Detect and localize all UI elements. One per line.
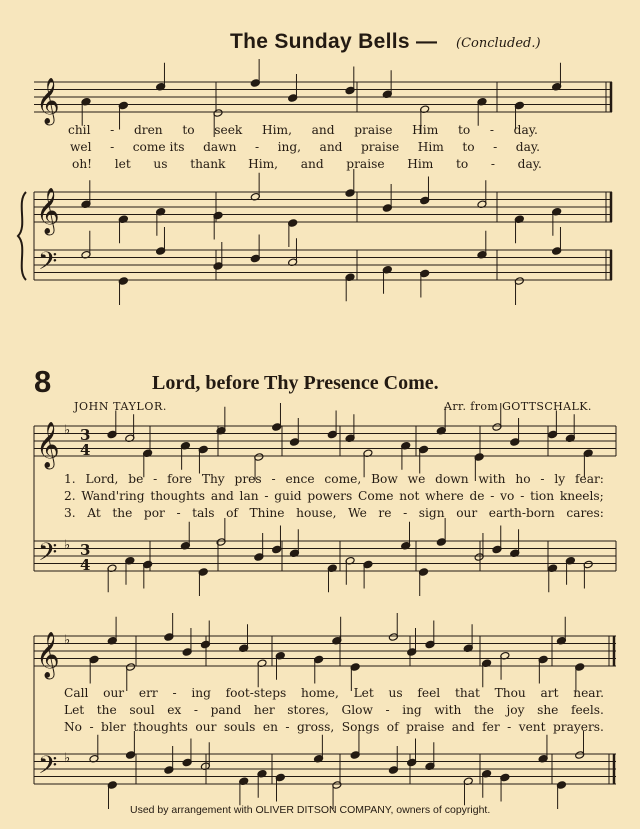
lyric-syllable: we: [407, 472, 426, 486]
lyric-syllable: art: [540, 686, 559, 700]
lyric-syllable: day.: [513, 123, 538, 137]
lyric-syllable: near.: [573, 686, 604, 700]
lyric-syllable: ing,: [277, 140, 302, 154]
lyric-syllable: wel: [70, 140, 92, 154]
lyric-syllable: dren: [133, 123, 163, 137]
lyric-syllable: down: [435, 472, 469, 486]
lyric-syllable: Him: [412, 123, 439, 137]
lyric-syllable: re: [378, 506, 392, 520]
lyric-syllable: -: [285, 720, 290, 734]
lyric-syllable: Him: [417, 140, 444, 154]
arranger-credit: Arr. from GOTTSCHALK.: [444, 400, 592, 413]
lyric-syllable: us: [153, 157, 168, 171]
lyric-syllable: fore: [167, 472, 192, 486]
lyric-line: [70, 140, 540, 154]
lyric-line: [64, 506, 604, 520]
lyric-line: [68, 123, 538, 137]
lyric-syllable: -: [490, 157, 495, 171]
flat-sign: ♭: [64, 538, 71, 553]
time-signature-bottom: 4: [80, 556, 91, 574]
lyric-syllable: vo: [500, 489, 515, 503]
bass-clef: 𝄢: [38, 247, 58, 282]
lyric-syllable: fer: [482, 720, 500, 734]
lyric-syllable: guid: [274, 489, 302, 503]
time-signature-top: 3: [80, 426, 91, 444]
lyric-syllable: of: [226, 506, 238, 520]
lyric-syllable: powers: [307, 489, 353, 503]
lyric-syllable: with: [478, 472, 506, 486]
lyric-syllable: -: [89, 720, 94, 734]
lyric-syllable: to: [182, 123, 195, 137]
lyric-syllable: to: [455, 157, 469, 171]
brace: [18, 192, 26, 280]
lyric-syllable: kneels;: [559, 489, 604, 503]
lyric-syllable: dawn: [203, 140, 237, 154]
lyric-syllable: where: [425, 489, 464, 503]
lyric-syllable: Wand'ring: [81, 489, 145, 503]
lyric-syllable: and: [451, 720, 475, 734]
lyric-syllable: come its: [132, 140, 185, 154]
lyric-line: [64, 472, 604, 486]
lyric-syllable: the: [96, 703, 117, 717]
lyric-syllable: tals: [192, 506, 215, 520]
lyric-syllable: We: [348, 506, 367, 520]
lyric-syllable: day.: [515, 140, 540, 154]
lyric-syllable: let: [114, 157, 131, 171]
lyric-syllable: -: [172, 686, 177, 700]
lyric-line: [64, 686, 604, 700]
lyric-syllable: vent: [518, 720, 546, 734]
lyric-syllable: house,: [296, 506, 337, 520]
lyric-syllable: -: [153, 472, 158, 486]
lyric-syllable: Let: [64, 703, 85, 717]
lyric-syllable: -: [490, 489, 495, 503]
lyric-syllable: de: [469, 489, 485, 503]
lyric-syllable: praise: [406, 720, 445, 734]
lyric-syllable: 1.: [64, 472, 76, 486]
lyric-syllable: -: [110, 123, 115, 137]
lyric-syllable: -: [193, 703, 198, 717]
lyric-syllable: Call: [64, 686, 89, 700]
lyric-syllable: prayers.: [552, 720, 604, 734]
lyric-syllable: praise: [346, 157, 385, 171]
lyric-syllable: por: [143, 506, 165, 520]
lyric-syllable: and: [319, 140, 343, 154]
lyric-syllable: Him: [407, 157, 434, 171]
lyric-syllable: -: [403, 506, 408, 520]
flat-sign: ♭: [64, 751, 71, 766]
lyric-syllable: thoughts: [133, 720, 188, 734]
time-signature-bottom: 4: [80, 441, 91, 459]
lyric-syllable: souls: [223, 720, 256, 734]
lyric-syllable: No: [64, 720, 83, 734]
lyric-syllable: lan: [239, 489, 259, 503]
lyric-syllable: pres: [234, 472, 262, 486]
flat-sign: ♭: [64, 423, 71, 438]
bass-clef: 𝄢: [38, 538, 58, 573]
lyric-syllable: ho: [515, 472, 531, 486]
lyric-syllable: gross,: [296, 720, 335, 734]
bass-clef: 𝄢: [38, 751, 58, 786]
lyric-syllable: ing: [191, 686, 211, 700]
lyric-syllable: and: [311, 123, 335, 137]
lyric-syllable: cares:: [566, 506, 604, 520]
lyric-syllable: praise: [354, 123, 393, 137]
lyric-syllable: feel: [417, 686, 441, 700]
lyric-syllable: the: [473, 703, 494, 717]
lyric-syllable: -: [271, 472, 276, 486]
lyric-syllable: to: [457, 123, 471, 137]
lyric-syllable: our: [456, 506, 478, 520]
lyric-syllable: Him,: [248, 157, 279, 171]
hymn-number: 8: [34, 364, 52, 399]
author-credit: JOHN TAYLOR.: [74, 400, 167, 413]
lyric-syllable: Bow: [371, 472, 398, 486]
lyric-syllable: oh!: [72, 157, 93, 171]
lyric-syllable: 2.: [64, 489, 76, 503]
lyric-syllable: Him,: [262, 123, 292, 137]
lyric-syllable: thank: [190, 157, 226, 171]
lyric-syllable: -: [254, 140, 260, 154]
lyric-syllable: -: [264, 489, 269, 503]
lyric-syllable: to: [462, 140, 475, 154]
lyric-syllable: of: [386, 720, 399, 734]
lyric-syllable: feels.: [570, 703, 604, 717]
lyric-syllable: and: [300, 157, 324, 171]
lyric-syllable: Lord,: [85, 472, 119, 486]
lyric-syllable: bler: [101, 720, 126, 734]
lyric-syllable: -: [493, 140, 498, 154]
lyric-syllable: sign: [418, 506, 445, 520]
lyric-syllable: -: [507, 720, 512, 734]
lyric-syllable: that: [454, 686, 480, 700]
lyric-syllable: -: [385, 703, 390, 717]
lyric-syllable: with: [434, 703, 462, 717]
lyric-syllable: ex: [167, 703, 182, 717]
lyric-syllable: joy: [506, 703, 525, 717]
concluded-note: (Concluded.): [456, 36, 541, 51]
lyric-line: [72, 157, 542, 171]
lyric-syllable: and: [210, 489, 234, 503]
lyric-syllable: foot-steps: [225, 686, 287, 700]
lyric-syllable: Let: [353, 686, 374, 700]
lyric-syllable: Come: [358, 489, 394, 503]
lyric-syllable: seek: [214, 123, 243, 137]
lyric-syllable: ence: [285, 472, 315, 486]
continued-song-title: The Sunday Bells —: [230, 30, 438, 53]
lyric-syllable: be: [128, 472, 144, 486]
lyric-syllable: 3.: [64, 506, 76, 520]
lyric-syllable: ly: [554, 472, 566, 486]
lyric-syllable: our: [195, 720, 217, 734]
lyric-syllable: chil: [68, 123, 91, 137]
lyric-syllable: the: [112, 506, 133, 520]
lyric-syllable: praise: [360, 140, 400, 154]
lyric-line: [64, 489, 604, 503]
lyric-syllable: tion: [530, 489, 555, 503]
treble-clef: 𝄞: [36, 632, 60, 678]
lyric-syllable: she: [537, 703, 559, 717]
lyric-syllable: come,: [324, 472, 362, 486]
lyric-syllable: earth-born: [488, 506, 555, 520]
lyric-line: [64, 703, 604, 717]
lyric-syllable: not: [399, 489, 420, 503]
hymn-title: Lord, before Thy Presence Come.: [152, 372, 439, 394]
lyric-syllable: At: [87, 506, 101, 520]
lyric-syllable: Thou: [494, 686, 526, 700]
lyric-syllable: her: [253, 703, 275, 717]
lyric-syllable: -: [176, 506, 181, 520]
flat-sign: ♭: [64, 633, 71, 648]
lyric-line: [64, 720, 604, 734]
treble-clef: 𝄞: [36, 188, 60, 234]
lyric-syllable: err: [138, 686, 158, 700]
lyric-syllable: Thine: [249, 506, 285, 520]
lyric-syllable: -: [489, 123, 494, 137]
lyric-syllable: ing: [402, 703, 422, 717]
lyric-syllable: us: [388, 686, 403, 700]
treble-clef: 𝄞: [36, 422, 60, 468]
lyric-syllable: soul: [129, 703, 155, 717]
lyric-syllable: en: [262, 720, 278, 734]
time-signature-top: 3: [80, 541, 91, 559]
treble-clef: 𝄞: [36, 78, 60, 124]
lyric-syllable: Thy: [201, 472, 225, 486]
lyric-syllable: our: [103, 686, 125, 700]
lyric-syllable: -: [540, 472, 545, 486]
lyric-syllable: home,: [301, 686, 339, 700]
lyric-syllable: day.: [517, 157, 542, 171]
lyric-syllable: -: [520, 489, 525, 503]
lyric-syllable: Songs: [341, 720, 380, 734]
lyric-syllable: stores,: [287, 703, 329, 717]
lyric-syllable: -: [110, 140, 115, 154]
copyright-footer: Used by arrangement with OLIVER DITSON COMPANY, owners of copyright.: [130, 804, 491, 816]
lyric-syllable: Glow: [341, 703, 373, 717]
lyric-syllable: fear:: [574, 472, 604, 486]
lyric-syllable: pand: [210, 703, 242, 717]
lyric-syllable: thoughts: [150, 489, 206, 503]
